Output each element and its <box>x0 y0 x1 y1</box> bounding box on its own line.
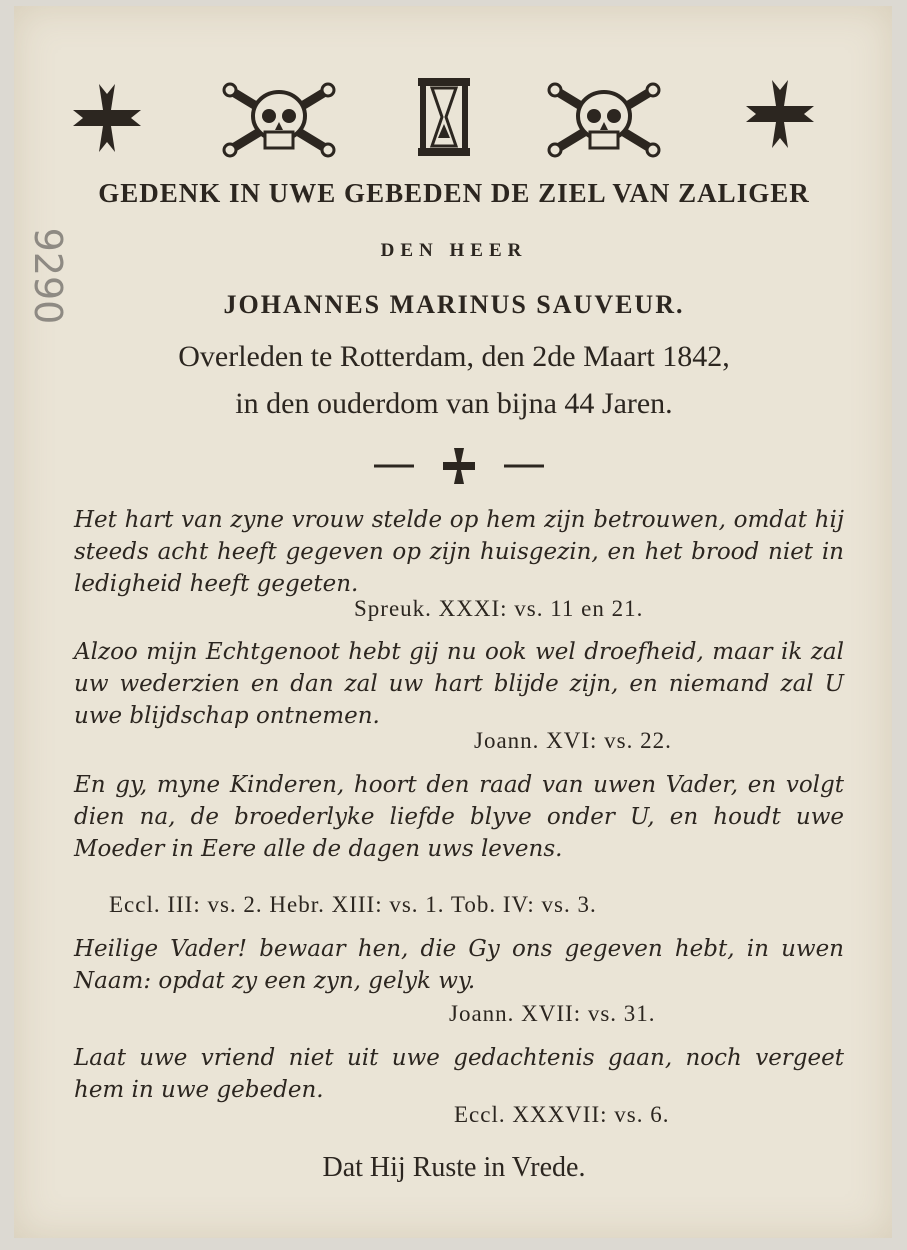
closing-line: Dat Hij Ruste in Vrede. <box>322 1152 586 1183</box>
icon-row <box>14 6 892 166</box>
cross-divider-icon <box>374 446 544 486</box>
verse-reference: Eccl. III: vs. 2. Hebr. XIII: vs. 1. Tob. IV: vs. 3. <box>109 892 597 917</box>
verse-text: Heilige Vader! bewaar hen, die Gy ons gegeven hebt, in uwen Naam: opdat zy een zyn, gelyk wy. <box>74 936 844 994</box>
verse-text: Het hart van zyne vrouw stelde op hem zijn betrouwen, omdat hij steeds acht heeft gegeven op zijn huisgezin, en het brood niet in ledigheid heeft gegeten. <box>74 507 844 597</box>
verse-text: En gy, myne Kinderen, hoort den raad van uwen Vader, en volgt dien na, de broederlyke liefde blyve onder U, en houdt uwe Moeder in Eere alle de dagen uws levens. <box>74 772 844 862</box>
verse-text: Laat uwe vriend niet uit uwe gedachtenis gaan, noch vergeet hem in uwe gebeden. <box>74 1045 844 1103</box>
verse-reference: Eccl. XXXVII: vs. 6. <box>454 1102 670 1127</box>
skull-crossbones-icon <box>544 82 664 158</box>
verse-text: Alzoo mijn Echtgenoot hebt gij nu ook wel droefheid, maar ik zal uw wederzien en dan zal uw hart blijde zijn, en niemand zal U uwe blijdschap ontnemen. <box>74 639 844 729</box>
death-line: Overleden te Rotterdam, den 2de Maart 1842, <box>178 340 730 373</box>
header-subline: DEN HEER <box>380 240 528 261</box>
deceased-name: JOHANNES MARINUS SAUVEUR. <box>223 290 685 319</box>
hourglass-icon <box>416 76 472 158</box>
verse-reference: Joann. XVII: vs. 31. <box>449 1001 656 1026</box>
skull-crossbones-icon <box>219 82 339 158</box>
verse-reference: Joann. XVI: vs. 22. <box>474 728 672 753</box>
pencil-note: 9290 <box>26 227 70 325</box>
header-line: GEDENK IN UWE GEBEDEN DE ZIEL VAN ZALIGER <box>98 178 810 208</box>
age-line: in den ouderdom van bijna 44 Jaren. <box>235 387 673 420</box>
cross-icon <box>742 76 818 152</box>
memorial-card <box>14 6 892 1238</box>
verse-reference: Spreuk. XXXI: vs. 11 en 21. <box>354 596 644 621</box>
cross-icon <box>69 80 145 156</box>
